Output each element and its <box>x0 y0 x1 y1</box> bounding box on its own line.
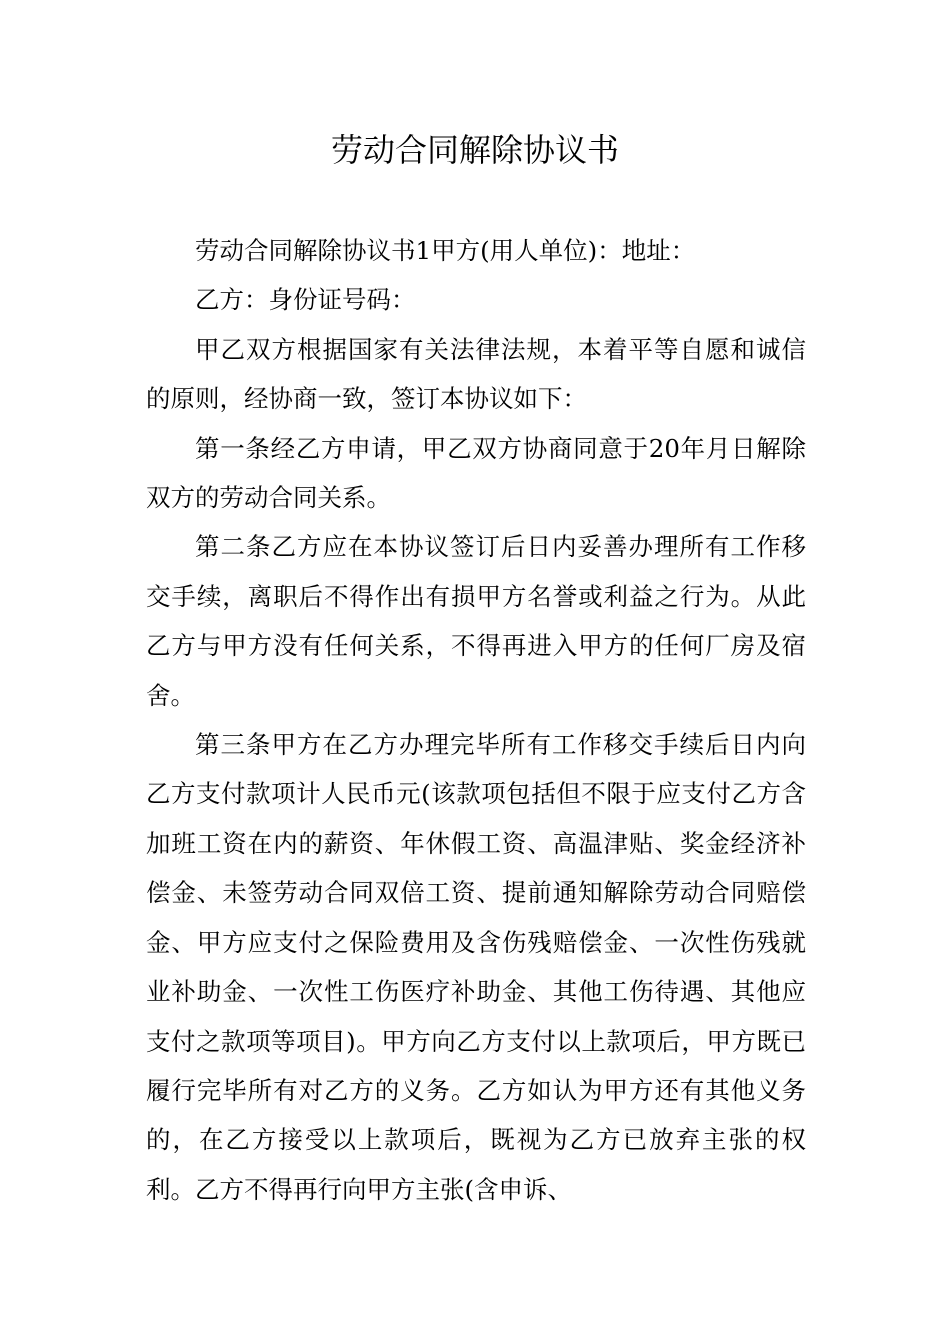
document-body <box>146 226 806 1214</box>
paragraph-article-1: 第一条经乙方申请，甲乙双方协商同意于20年月日解除双方的劳动合同关系。 <box>146 433 806 513</box>
paragraph-article-2: 第二条乙方应在本协议签订后日内妥善办理所有工作移交手续，离职后不得作出有损甲方名誉或利益之行为。从此乙方与甲方没有任何关系，不得再进入甲方的任何厂房及宿舍。 <box>146 532 806 710</box>
paragraph-preamble: 甲乙双方根据国家有关法律法规，本着平等自愿和诚信的原则，经协商一致，签订本协议如下： <box>146 334 806 414</box>
paragraph-article-3: 第三条甲方在乙方办理完毕所有工作移交手续后日内向乙方支付款项计人民币元(该款项包括但不限于应支付乙方含加班工资在内的薪资、年休假工资、高温津贴、奖金经济补偿金、未签劳动合同双倍工资、提前通知解除劳动合同赔偿金、甲方应支付之保险费用及含伤残赔偿金、一次性伤残就业补助金、一次性工伤医疗补助金、其他工伤待遇、其他应支付之款项等项目)。甲方向乙方支付以上款项后，甲方既已履行完毕所有对乙方的义务。乙方如认为甲方还有其他义务的，在乙方接受以上款项后，既视为乙方已放弃主张的权利。乙方不得再行向甲方主张(含申诉、 <box>146 730 806 1204</box>
paragraph-header: 劳动合同解除协议书1甲方(用人单位)：地址： <box>195 236 696 265</box>
document-title: 劳动合同解除协议书 <box>330 131 619 169</box>
paragraph-party-b: 乙方：身份证号码： <box>195 285 416 315</box>
